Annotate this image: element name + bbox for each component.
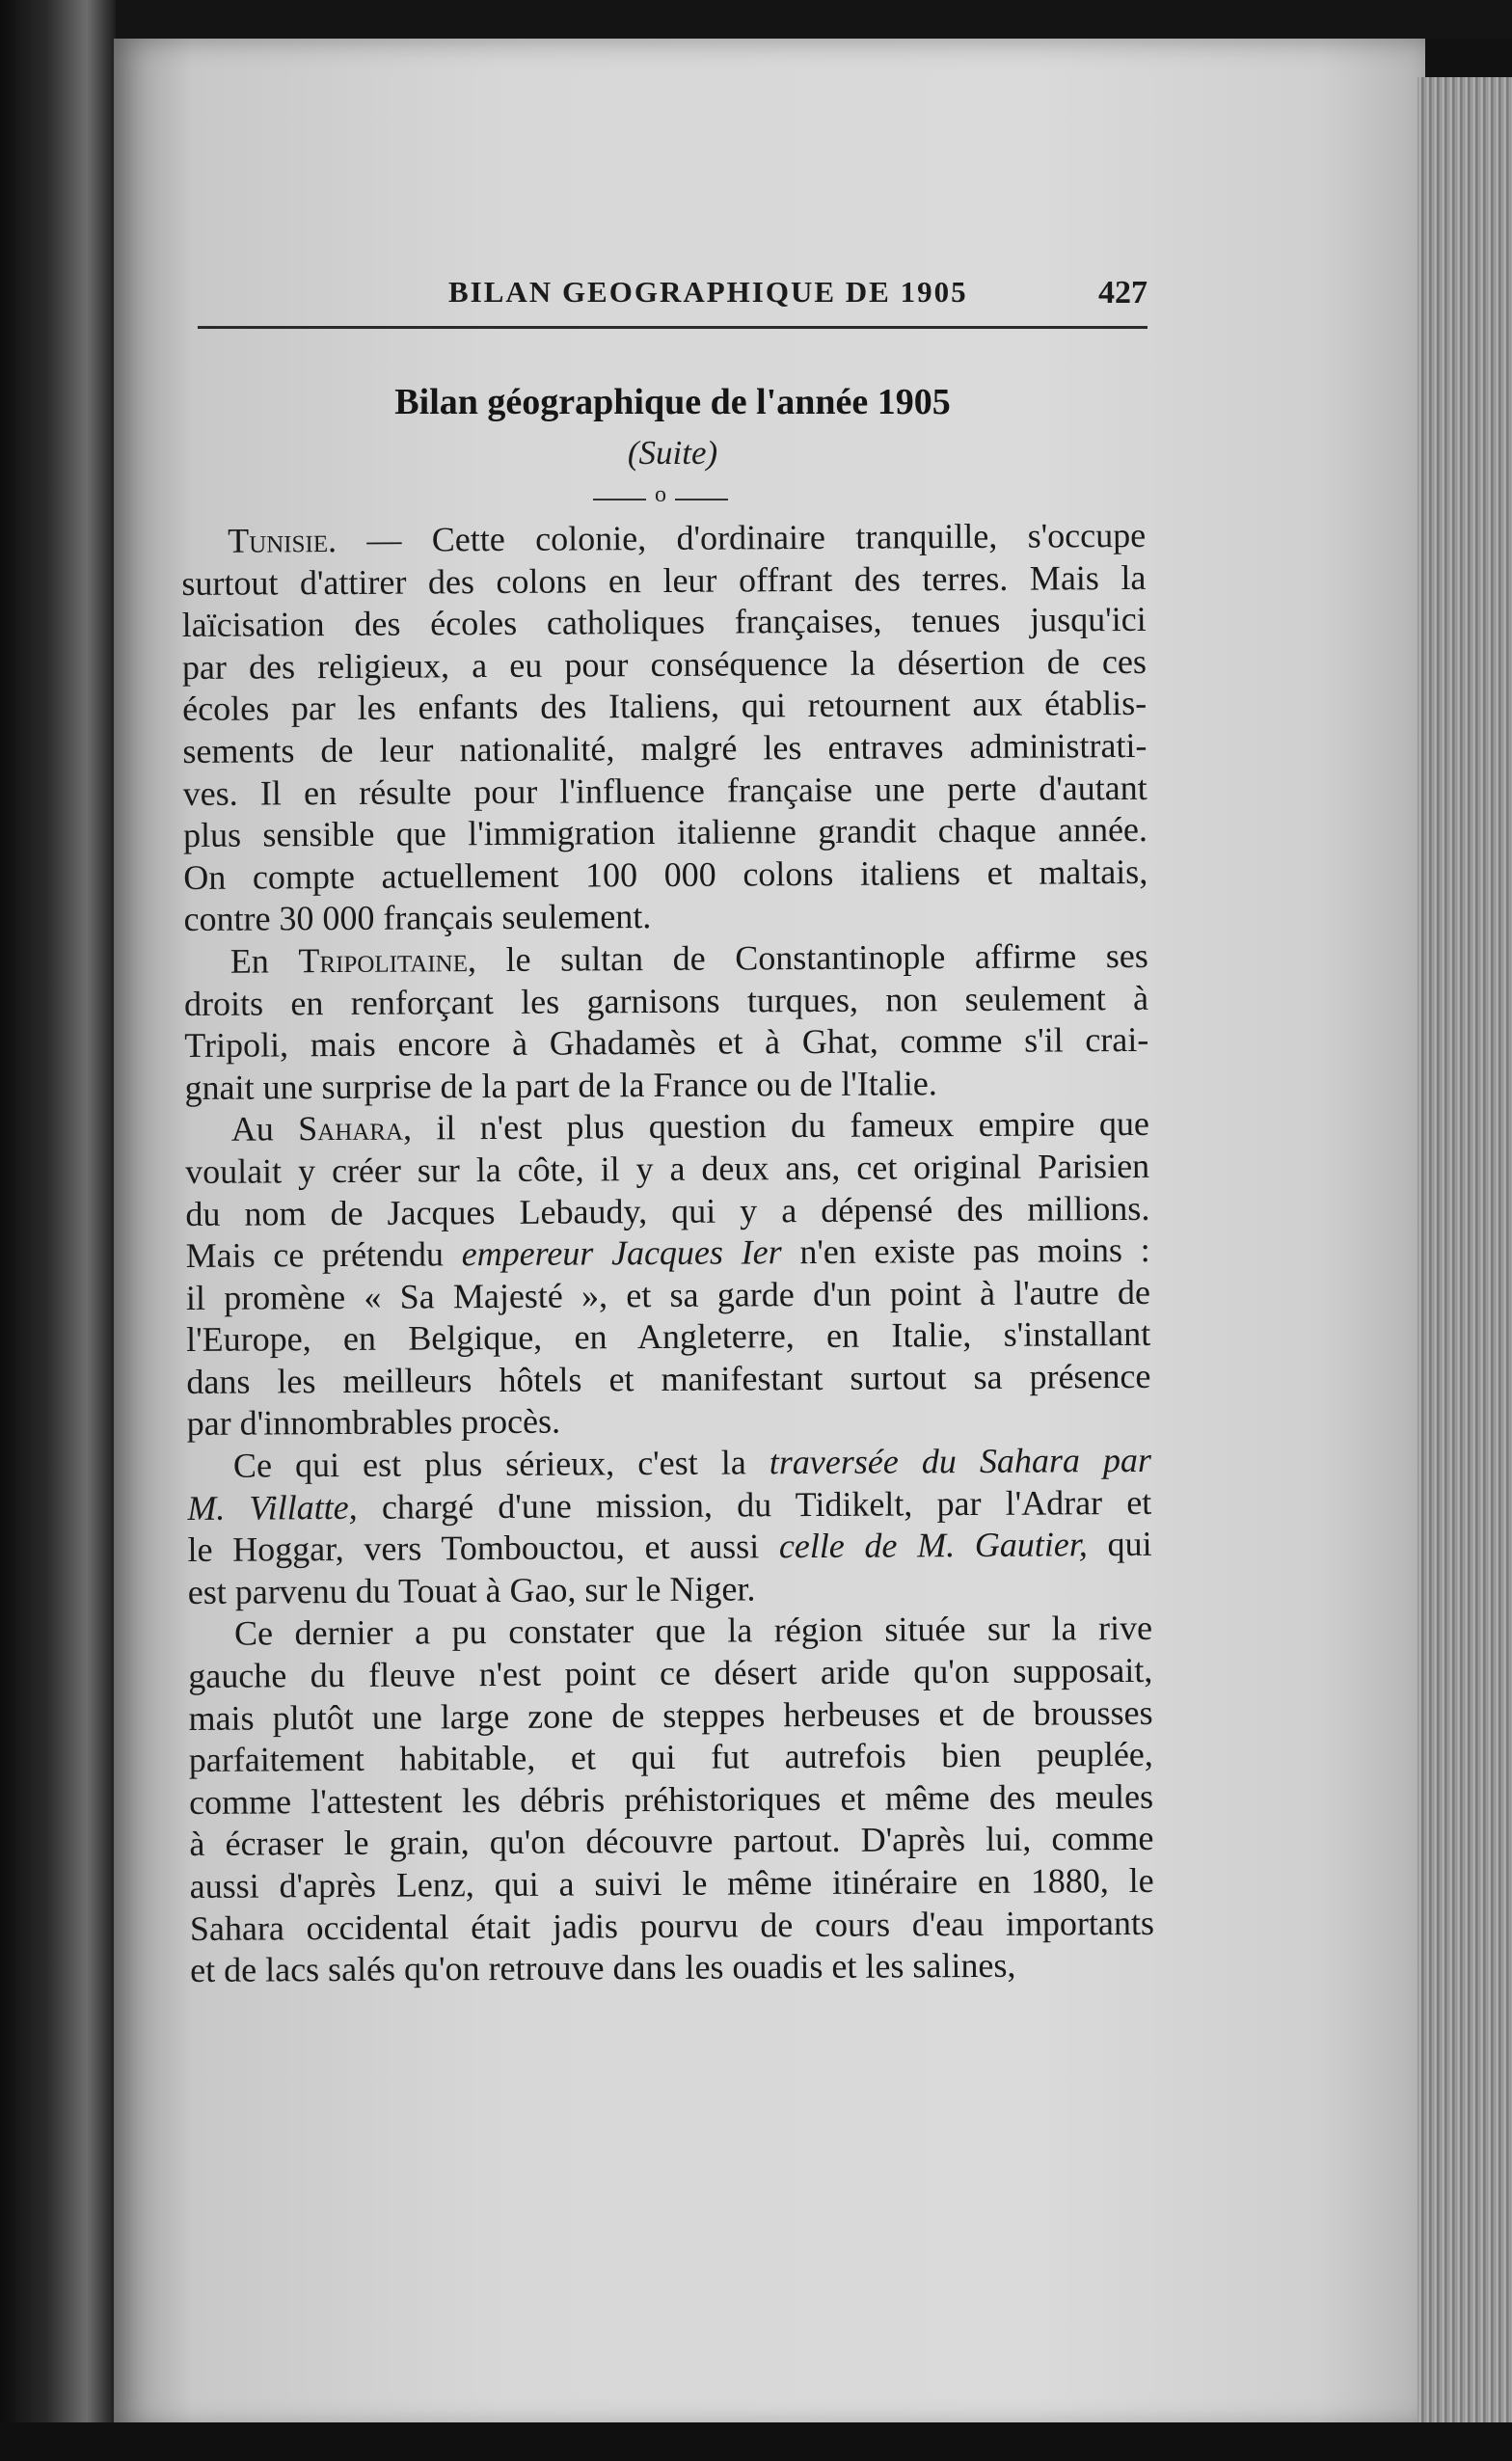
page-number: 427	[1098, 275, 1148, 311]
text-segment: qui	[1087, 1525, 1152, 1564]
text-line	[188, 1650, 1152, 1698]
paragraph	[187, 1440, 1152, 1613]
text-line	[186, 1230, 1150, 1278]
body-text	[181, 515, 1154, 1992]
text-segment: Tripoli, mais encore à Ghadamès et à Ghat, comme s'il crai-	[184, 1020, 1149, 1066]
text-segment: Au	[230, 1109, 299, 1149]
text-segment: voulait y créer sur la côte, il y a deux ans, cet original Parisien	[185, 1146, 1150, 1191]
text-line	[187, 1397, 1151, 1446]
text-segment: et de lacs salés qu'on retrouve dans les ouadis et les salines,	[190, 1945, 1016, 1990]
text-line	[183, 809, 1148, 857]
text-segment: , le sultan de Constantinople affirme ses	[467, 935, 1148, 980]
text-line	[184, 1062, 1148, 1110]
text-segment: du nom de Jacques Lebaudy, qui y a dépensé des millions.	[185, 1188, 1150, 1233]
text-line	[187, 1482, 1151, 1530]
text-segment: — Cette colonie, d'ordinaire tranquille, s'occupe	[336, 515, 1147, 560]
right-page-stack	[1418, 77, 1512, 2430]
text-segment: Ce dernier a pu constater que la région située sur la rive	[233, 1609, 1153, 1654]
text-segment: est parvenu du Touat à Gao, sur le Niger.	[187, 1569, 756, 1611]
paragraph	[188, 1608, 1154, 1991]
text-line	[188, 1691, 1152, 1740]
text-line	[182, 599, 1147, 647]
text-segment: aussi d'après Lenz, qui a suivi le même itinéraire en 1880, le	[189, 1860, 1154, 1906]
text-line	[183, 767, 1148, 815]
text-line	[187, 1524, 1151, 1572]
text-segment: mais plutôt une large zone de steppes herbeuses et de brousses	[188, 1692, 1153, 1738]
running-title: BILAN GEOGRAPHIQUE DE 1905	[448, 275, 968, 309]
italic-segment: M. Villatte,	[187, 1487, 358, 1528]
article-title: Bilan géographique de l'année 1905	[394, 382, 951, 422]
text-segment: surtout d'attirer des colons en leur offrant des terres. Mais la	[181, 557, 1147, 603]
text-line	[182, 641, 1147, 690]
text-segment: droits en renforçant les garnisons turques, non seulement à	[183, 978, 1149, 1023]
text-line	[182, 725, 1147, 773]
text-segment: à écraser le grain, qu'on découvre partout. D'après lui, comme	[189, 1819, 1154, 1864]
text-segment: comme l'attestent les débris préhistoriques et même des meules	[188, 1776, 1154, 1822]
text-segment: Mais ce prétendu	[185, 1234, 462, 1276]
header-rule	[198, 326, 1148, 329]
text-line	[186, 1356, 1150, 1404]
text-segment: laïcisation des écoles catholiques françaises, tenues jusqu'ici	[181, 600, 1147, 645]
text-line	[190, 1944, 1154, 1992]
text-line	[182, 683, 1147, 731]
text-segment: gnait une surprise de la part de la France ou de l'Italie.	[184, 1063, 937, 1107]
text-segment: par d'innombrables procès.	[186, 1402, 561, 1444]
small-caps-segment: Tunisie.	[228, 521, 338, 560]
small-caps-segment: Tripolitaine	[298, 940, 469, 981]
text-segment: , il n'est plus question du fameux empire que	[402, 1104, 1149, 1148]
text-line	[183, 852, 1148, 900]
text-line	[185, 1187, 1149, 1235]
text-line	[181, 515, 1146, 563]
text-line	[185, 1146, 1149, 1194]
small-caps-segment: Sahara	[298, 1108, 404, 1149]
text-line	[186, 1272, 1150, 1320]
italic-segment: celle de M. Gautier,	[778, 1525, 1088, 1566]
paragraph	[184, 935, 1149, 1109]
text-segment: On compte actuellement 100 000 colons italiens et maltais,	[183, 852, 1148, 897]
section-separator: o	[583, 482, 738, 511]
text-segment: gauche du fleuve n'est point ce désert aride qu'on supposait,	[188, 1650, 1153, 1696]
text-segment: parfaitement habitable, et qui fut autrefois bien peuplée,	[188, 1735, 1153, 1780]
paragraph	[185, 1103, 1151, 1446]
running-head	[198, 275, 1148, 323]
text-segment: sements de leur nationalité, malgré les entraves administrati-	[182, 725, 1148, 771]
text-segment: Sahara occidental était jadis pourvu de cours d'eau importants	[189, 1903, 1155, 1948]
text-segment: le Hoggar, vers Tombouctou, et aussi	[187, 1527, 779, 1570]
text-segment: il promène « Sa Majesté », et sa garde d'un point à l'autre de	[185, 1272, 1151, 1317]
italic-segment: empereur Jacques Ier	[461, 1232, 782, 1274]
text-line	[181, 556, 1146, 605]
text-segment: Ce qui est plus sérieux, c'est la	[232, 1443, 770, 1485]
text-segment: ves. Il en résulte pour l'influence française une perte d'autant	[182, 768, 1148, 813]
text-line	[184, 1019, 1148, 1068]
italic-segment: traversée du Sahara par	[769, 1440, 1152, 1482]
text-segment: l'Europe, en Belgique, en Angleterre, en Italie, s'installant	[186, 1314, 1151, 1360]
text-line	[190, 1860, 1154, 1908]
text-line	[189, 1776, 1153, 1825]
text-segment: par des religieux, a eu pour conséquence la désertion de ces	[181, 641, 1148, 687]
text-segment: plus sensible que l'immigration italienne grandit chaque année.	[182, 810, 1148, 855]
text-segment: n'en existe pas moins :	[781, 1230, 1150, 1272]
text-line	[185, 1103, 1149, 1151]
article-subtitle: (Suite)	[627, 434, 718, 472]
text-line	[188, 1566, 1152, 1614]
text-segment: contre 30 000 français seulement.	[183, 897, 652, 939]
paragraph	[181, 515, 1148, 941]
text-line	[188, 1608, 1152, 1656]
text-line	[189, 1734, 1153, 1782]
text-segment: chargé d'une mission, du Tidikelt, par l'Adrar et	[357, 1482, 1152, 1527]
text-line	[184, 977, 1148, 1025]
text-line	[184, 935, 1148, 984]
scan-top-border	[0, 0, 1512, 39]
text-segment: écoles par les enfants des Italiens, qui retournent aux établis-	[182, 684, 1148, 729]
text-segment: En	[230, 941, 299, 981]
scan-bottom-border	[0, 2422, 1512, 2461]
text-segment: dans les meilleurs hôtels et manifestant surtout sa présence	[186, 1356, 1151, 1401]
text-line	[189, 1818, 1153, 1866]
text-line	[187, 1440, 1151, 1488]
text-line	[186, 1313, 1150, 1362]
text-line	[190, 1902, 1154, 1950]
text-line	[183, 893, 1148, 941]
left-page-edge	[0, 0, 116, 2461]
